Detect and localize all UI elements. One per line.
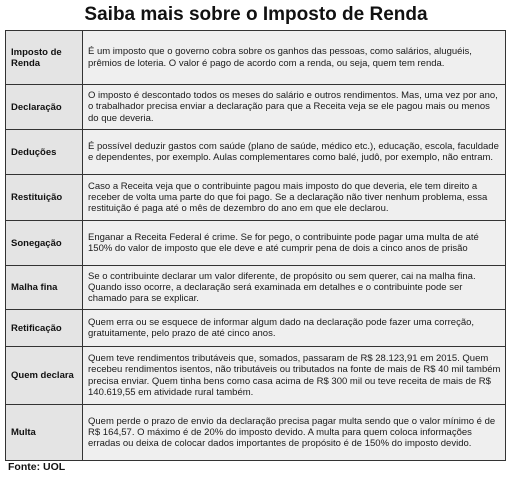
term-label: Declaração (11, 101, 62, 113)
term-cell (6, 405, 83, 461)
term-cell (6, 175, 83, 221)
definition-cell (83, 405, 506, 461)
definition-text: Caso a Receita veja que o contribuinte pagou mais imposto do que deveria, ele tem direito a receber de volta uma parte do que foi pago. Se a declaração não tiver nenhum problema, essa restituição é paga até o mês de dezembro do ano em que ele declarou. (88, 180, 488, 215)
definition-cell (83, 221, 506, 266)
definition-text: Quem perde o prazo de envio da declaração precisa pagar multa sendo que o valor mínimo é de R$ 164,57. O máximo é de 20% do imposto devido. A multa para quem coloca informações erradas ou deixa de colocar dados importantes de propósito é de 150% do imposto devido. (88, 415, 496, 450)
term-label: Quem declara (11, 370, 74, 381)
term-cell (6, 347, 83, 405)
term-label: Retificação (11, 322, 62, 334)
table-row (6, 175, 506, 221)
table-row (6, 347, 506, 405)
definition-text: Se o contribuinte declarar um valor diferente, de propósito ou sem querer, cai na malha fina. Quando isso ocorre, a declaração será examinada em detalhes e o contribuinte pode ser chamado para se explicar. (88, 270, 476, 305)
definition-text: Enganar a Receita Federal é crime. Se for pego, o contribuinte pode pagar uma multa de até 150% do valor de imposto que ele deve e até cumprir pena de dois a cinco anos de prisão (88, 231, 479, 254)
term-label: Restituição (11, 192, 63, 203)
term-cell (6, 130, 83, 175)
table-row (6, 85, 506, 130)
definition-cell (83, 85, 506, 130)
source-credit: Fonte: UOL (8, 461, 66, 473)
table-row (6, 221, 506, 266)
definition-cell (83, 31, 506, 85)
definition-cell (83, 130, 506, 175)
definition-cell (83, 175, 506, 221)
term-cell (6, 221, 83, 266)
definition-text: Quem erra ou se esquece de informar algum dado na declaração pode fazer uma correção, gratuitamente, pelo prazo de até cinco anos. (88, 316, 475, 339)
term-label: Deduções (11, 146, 57, 158)
info-table (5, 30, 506, 461)
definition-cell (83, 266, 506, 310)
term-cell (6, 31, 83, 85)
definition-text: É um imposto que o governo cobra sobre os ganhos das pessoas, como salários, aluguéis, prêmios de loteria. O valor é pago de acordo com a renda, ou seja, quem tem renda. (88, 46, 472, 69)
definition-text: É possível deduzir gastos com saúde (plano de saúde, médico etc.), educação, escola, faculdade e dependentes, por exemplo. Aulas complementares como balé, judô, por exemplo, não entram. (88, 140, 499, 163)
page-title: Saiba mais sobre o Imposto de Renda (84, 4, 428, 25)
table-row (6, 310, 506, 347)
term-label: Imposto de Renda (11, 46, 62, 69)
definition-cell (83, 347, 506, 405)
definition-text: Quem teve rendimentos tributáveis que, somados, passaram de R$ 28.123,91 em 2015. Quem recebeu rendimentos isentos, não tributáveis ou tributados na fonte de mais de R$ 40 mil também precisa enviar. Quem tinha bens como casa acima de R$ 300 mil ou teve receita de mais de R$ 140.619,55 em atividade rural também. (88, 353, 501, 398)
table-row (6, 130, 506, 175)
table-row (6, 405, 506, 461)
definition-text: O imposto é descontado todos os meses do salário e outros rendimentos. Mas, uma vez por ano, o trabalhador precisa enviar a declaração para que a Receita veja se ele pagou mais ou menos do que deveria. (88, 90, 498, 124)
term-cell (6, 310, 83, 347)
term-label: Malha fina (11, 282, 58, 293)
term-cell (6, 266, 83, 310)
term-cell (6, 85, 83, 130)
table-row (6, 266, 506, 310)
term-label: Sonegação (11, 237, 62, 249)
table-row (6, 31, 506, 85)
term-label: Multa (11, 427, 36, 438)
definition-cell (83, 310, 506, 347)
